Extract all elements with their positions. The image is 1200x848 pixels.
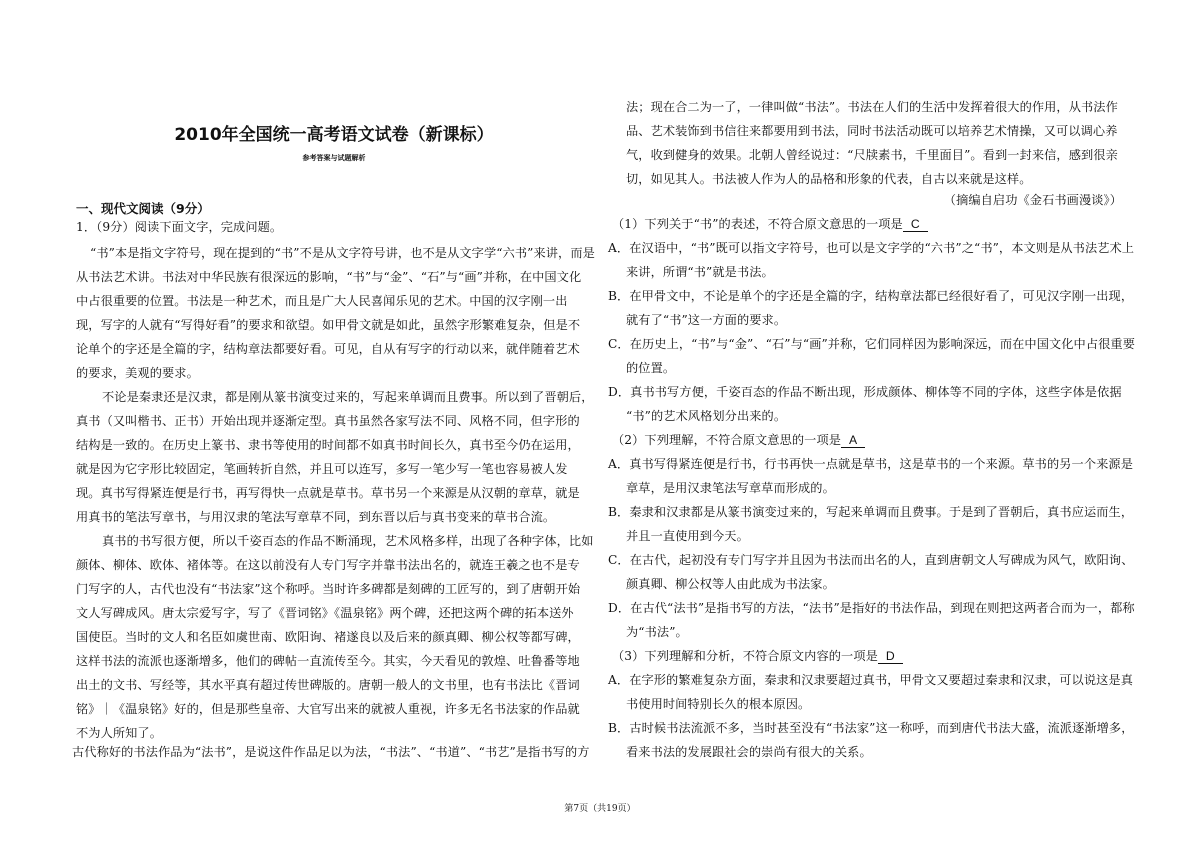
left-text-line: 用真书的笔法写章书，与用汉隶的笔法写章草不同，到东晋以后与真书变来的草书合流。 — [76, 510, 556, 524]
right-text-line: B．秦隶和汉隶都是从篆书演变过来的，写起来单调而且费事。于是到了晋朝后，真书应运而生， — [608, 505, 1134, 519]
source-citation: （摘编自启功《金石书画漫谈》） — [943, 193, 1122, 207]
right-text-line: 切，如见其人。书法被人作为人的品格和形象的代表，自古以来就是这样。 — [626, 172, 1032, 186]
right-text-line: 为“书法”。 — [626, 625, 688, 639]
left-text-line: 门写字的人，古代也没有“书法家”这个称呼。当时许多碑都是刻碑的工匠写的，到了唐朝开始 — [76, 582, 581, 596]
left-text-line: 真书的书写很方便，所以千姿百态的作品不断涌现，艺术风格多样，出现了各种字体，比如 — [102, 534, 594, 548]
right-text-line: C．在古代，起初没有专门写字并且因为书法而出名的人，直到唐朝文人写碑成为风气，欧阳询、 — [608, 553, 1134, 567]
right-text-line: 来讲，所谓“书”就是书法。 — [626, 265, 774, 279]
left-text-line: 就是因为它字形比较固定，笔画转折自然，并且可以连写，多写一笔少写一笔也容易被人发 — [76, 462, 568, 476]
left-text-line: 真书（又叫楷书、正书）开始出现并逐渐定型。真书虽然各家写法不同、风格不同，但字形的 — [76, 414, 580, 428]
left-text-line: 出土的文书、写经等，其水平真有超过传世碑版的。唐朝一般人的文书里，也有书法比《晋词 — [76, 678, 580, 692]
left-text-line: 文人写碑成风。唐太宗爱写字，写了《晋词铭》《温泉铭》两个碑，还把这两个碑的拓本送外 — [76, 606, 574, 620]
answer-blank: C — [903, 217, 928, 232]
right-text-line: 的位置。 — [626, 361, 676, 375]
left-text-line: 不为人所知了。 — [76, 726, 163, 740]
answer-blank: D — [878, 649, 903, 664]
left-text-line: 从书法艺术讲。书法对中华民族有很深远的影响，“书”与“金”、“石”与“画”并称，在中国文化 — [76, 270, 582, 284]
question-stem — [612, 648, 903, 664]
right-text-line: B．古时候书法流派不多，当时甚至没有“书法家”这一称呼，而到唐代书法大盛，流派逐渐增多， — [608, 721, 1134, 735]
right-text-line: 就有了“书”这一方面的要求。 — [626, 313, 787, 327]
left-text-line: 铭》｜《温泉铭》好的，但是那些皇帝、大官写出来的就被人重视，许多无名书法家的作品就 — [76, 702, 580, 716]
question-stem-text: （3）下列理解和分析，不符合原文内容的一项是 — [612, 649, 878, 663]
left-text-line: 论单个的字还是全篇的字，结构章法都要好看。可见，自从有写字的行动以来，就伴随着艺术 — [76, 342, 580, 356]
question-stem-text: （1）下列关于“书”的表述，不符合原文意思的一项是 — [612, 217, 903, 231]
section-heading: 一、现代文阅读（9分） — [76, 201, 210, 216]
right-text-line: A．真书写得紧连便是行书，行书再快一点就是草书，这是草书的一个来源。草书的另一个来源是 — [608, 457, 1133, 471]
left-text-line: 结构是一致的。在历史上篆书、隶书等使用的时间都不如真书时间长久，真书至今仍在运用， — [76, 438, 580, 452]
question-stem-text: （2）下列理解，不符合原文意思的一项是 — [612, 433, 842, 447]
right-text-line: 法；现在合二为一了，一律叫做“书法”。书法在人们的生活中发挥着很大的作用，从书法作 — [626, 100, 1118, 114]
left-text-line: 的要求，美观的要求。 — [76, 366, 199, 380]
right-text-line: A．在字形的繁难复杂方面，秦隶和汉隶要超过真书，甲骨文又要超过秦隶和汉隶，可以说这是真 — [608, 673, 1133, 687]
page-footer: 第7页（共19页） — [564, 804, 636, 814]
question-stem — [612, 216, 928, 232]
left-text-line: 古代称好的书法作品为“法书”，是说这件作品足以为法，“书法”、“书道”、“书艺”是指书写的方 — [72, 745, 590, 759]
left-text-line: “书”本是指文字符号，现在提到的“书”不是从文字符号讲，也不是从文字学“六书”来讲，而是 — [90, 246, 595, 260]
left-text-line: 中占很重要的位置。书法是一种艺术，而且是广大人民喜闻乐见的艺术。中国的汉字刚一出 — [76, 294, 568, 308]
right-text-line: D．在古代“法书”是指书写的方法，“法书”是指好的书法作品，到现在则把这两者合而为一，都称 — [608, 601, 1135, 615]
left-text-line: 不论是秦隶还是汉隶，都是刚从篆书演变过来的，写起来单调而且费事。所以到了晋朝后， — [102, 390, 594, 404]
page-title: 2010年全国统一高考语文试卷（新课标） — [174, 125, 494, 145]
right-text-line: C．在历史上，“书”与“金”、“石”与“画”并称，它们同样因为影响深远，而在中国文化中占很重要 — [608, 337, 1135, 351]
right-text-line: 品、艺术装饰到书信往来都要用到书法，同时书法活动既可以培养艺术情操，又可以调心养 — [626, 124, 1118, 138]
right-text-line: 章草，是用汉隶笔法写章草而形成的。 — [626, 481, 835, 495]
right-text-line: D．真书书写方便，千姿百态的作品不断出现，形成颜体、柳体等不同的字体，这些字体是依据 — [608, 385, 1122, 399]
right-text-line: 气，收到健身的效果。北朝人曾经说过：“尺牍素书，千里面目”。看到一封来信，感到很亲 — [626, 148, 1118, 162]
left-text-line: 这样书法的流派也逐渐增多，他们的碑帖一直流传至今。其实，今天看见的敦煌、吐鲁番等地 — [76, 654, 580, 668]
right-text-line: 并且一直使用到今天。 — [626, 529, 749, 543]
right-text-line: B．在甲骨文中，不论是单个的字还是全篇的字，结构章法都已经很好看了，可见汉字刚一出现， — [608, 289, 1134, 303]
left-text-line: 现，写字的人就有“写得好看”的要求和欲望。如甲骨文就是如此，虽然字形繁难复杂，但是不 — [76, 318, 581, 332]
left-text-line: 国使臣。当时的文人和名臣如虞世南、欧阳询、褚遂良以及后来的颜真卿、柳公权等都写碑， — [76, 630, 580, 644]
left-text-line: 1．（9分）阅读下面文字，完成问题。 — [76, 220, 283, 234]
answer-blank: A — [841, 433, 865, 448]
right-text-line: A．在汉语中，“书”既可以指文字符号，也可以是文字学的“六书”之“书”，本文则是从书法艺术上 — [608, 241, 1135, 255]
right-text-line: 看来书法的发展跟社会的崇尚有很大的关系。 — [626, 745, 872, 759]
right-text-line: “书”的艺术风格划分出来的。 — [626, 409, 787, 423]
left-text-line: 现。真书写得紧连便是行书，再写得快一点就是草书。草书另一个来源是从汉朝的章草，就是 — [76, 486, 580, 500]
right-text-line: 书使用时间特别长久的根本原因。 — [626, 697, 811, 711]
left-text-line: 颜体、柳体、欧体、褚体等。在这以前没有人专门写字并靠书法出名的，就连王羲之也不是专 — [76, 558, 580, 572]
right-text-line: 颜真卿、柳公权等人由此成为书法家。 — [626, 577, 835, 591]
question-stem — [612, 432, 865, 448]
page-subtitle: 参考答案与试题解析 — [302, 154, 366, 162]
